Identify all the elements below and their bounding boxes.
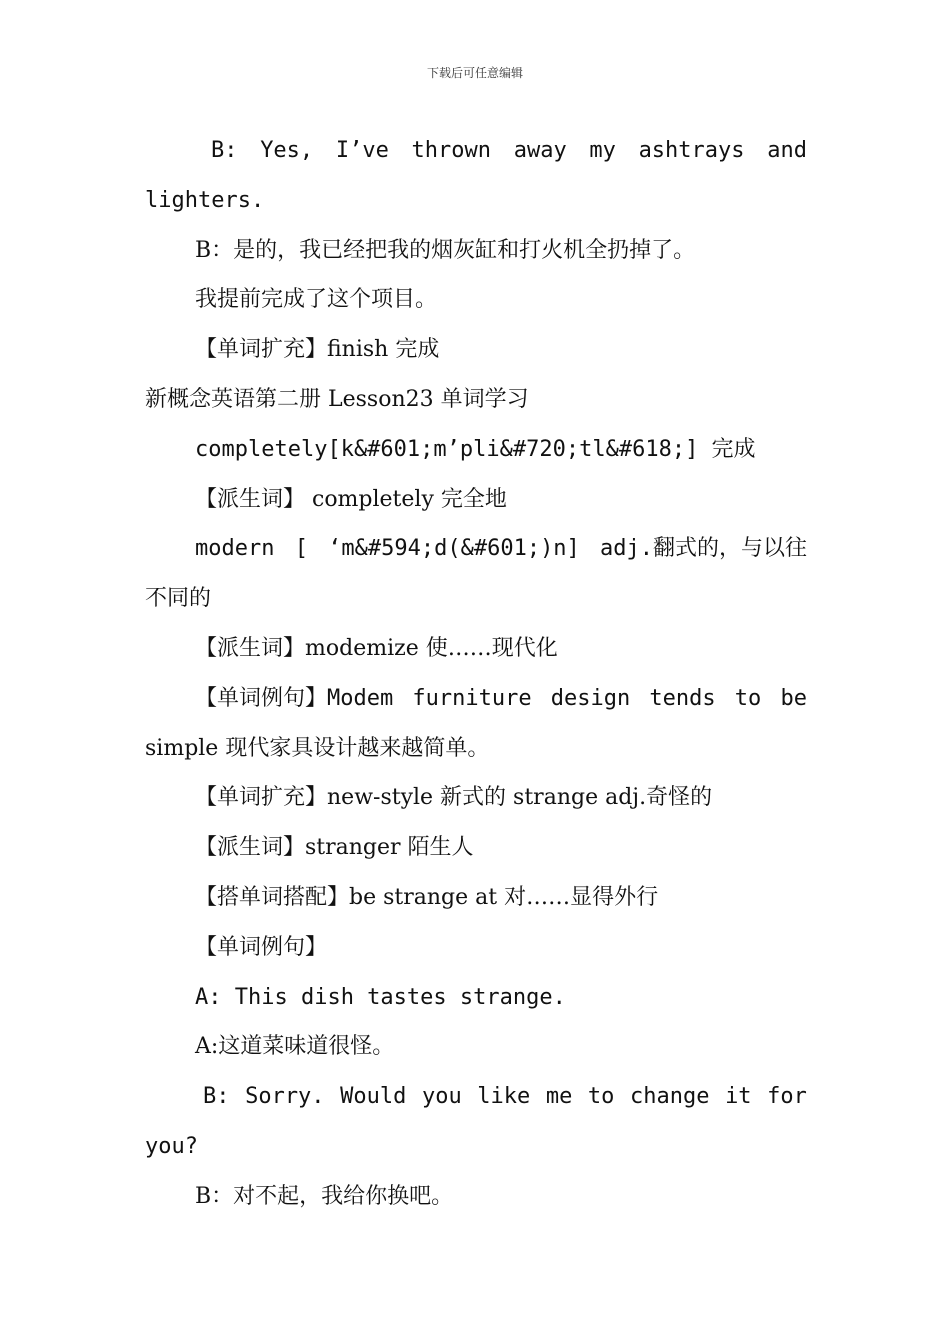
dialogue-line-continuation: you? <box>145 1133 198 1159</box>
dialogue-line-continuation: lighters. <box>145 187 265 213</box>
word: I’ve <box>335 138 389 163</box>
word: Would <box>340 1084 407 1110</box>
word: my <box>589 138 616 163</box>
dialogue-line-a-english: A: This dish tastes strange. <box>195 984 566 1010</box>
vocab-entry-modern <box>145 524 807 574</box>
word: for <box>767 1084 807 1110</box>
word: B: <box>211 138 238 163</box>
page-header: 下载后可任意编辑 <box>426 66 523 80</box>
document-body <box>145 126 807 1222</box>
word: it <box>725 1084 752 1110</box>
vocab-expansion: 【单词扩充】finish 完成 <box>195 337 440 363</box>
section-title: 新概念英语第二册 Lesson23 单词学习 <box>145 386 529 412</box>
dialogue-line-b-english <box>145 126 807 176</box>
word: ashtrays <box>638 138 745 163</box>
example-sentence-chinese: 我提前完成了这个项目。 <box>195 287 438 313</box>
word: away <box>513 138 567 163</box>
word: furniture <box>412 685 532 711</box>
word: adj.翻式的，与以往 <box>600 536 807 562</box>
vocab-entry-continuation: 不同的 <box>145 586 212 612</box>
word: [ <box>294 536 308 562</box>
word: to <box>734 685 762 711</box>
dialogue-line-b-chinese: B：是的，我已经把我的烟灰缸和打火机全扔掉了。 <box>195 237 696 263</box>
vocab-entry-completely: completely[k&#601;m’pli&#720;tl&#618;] 完成 <box>195 436 756 462</box>
word: change <box>630 1084 710 1110</box>
word: thrown <box>411 138 492 163</box>
word: tends <box>649 685 716 711</box>
word: you <box>421 1084 462 1110</box>
collocation-entry: 【搭单词搭配】be strange at 对……显得外行 <box>195 884 659 910</box>
word: and <box>767 138 807 163</box>
word: B: <box>203 1084 230 1110</box>
example-heading: 【单词例句】 <box>195 934 328 960</box>
word: modern <box>195 536 275 562</box>
example-sentence-english <box>145 674 807 724</box>
derivative-entry: 【派生词】 completely 完全地 <box>195 486 507 512</box>
dialogue-line-b-english <box>145 1072 807 1122</box>
derivative-entry: 【派生词】stranger 陌生人 <box>195 835 474 861</box>
derivative-entry: 【派生词】modemize 使……现代化 <box>195 635 558 661</box>
vocab-expansion: 【单词扩充】new-style 新式的 strange adj.奇怪的 <box>195 785 713 811</box>
word: design <box>550 685 631 711</box>
dialogue-line-a-chinese: A:这道菜味道很怪。 <box>195 1034 395 1060</box>
word: like <box>477 1084 531 1110</box>
word: Sorry. <box>245 1084 325 1110</box>
dialogue-line-b-chinese: B：对不起，我给你换吧。 <box>195 1183 454 1209</box>
example-sentence-continuation: simple 现代家具设计越来越简单。 <box>145 735 490 761</box>
word: be <box>780 685 807 711</box>
word: ‘m&#594;d(&#601;)n] <box>328 536 580 562</box>
word: Yes, <box>260 138 314 163</box>
word: to <box>587 1084 615 1110</box>
word: 【单词例句】Modem <box>195 685 394 711</box>
word: me <box>545 1084 573 1110</box>
